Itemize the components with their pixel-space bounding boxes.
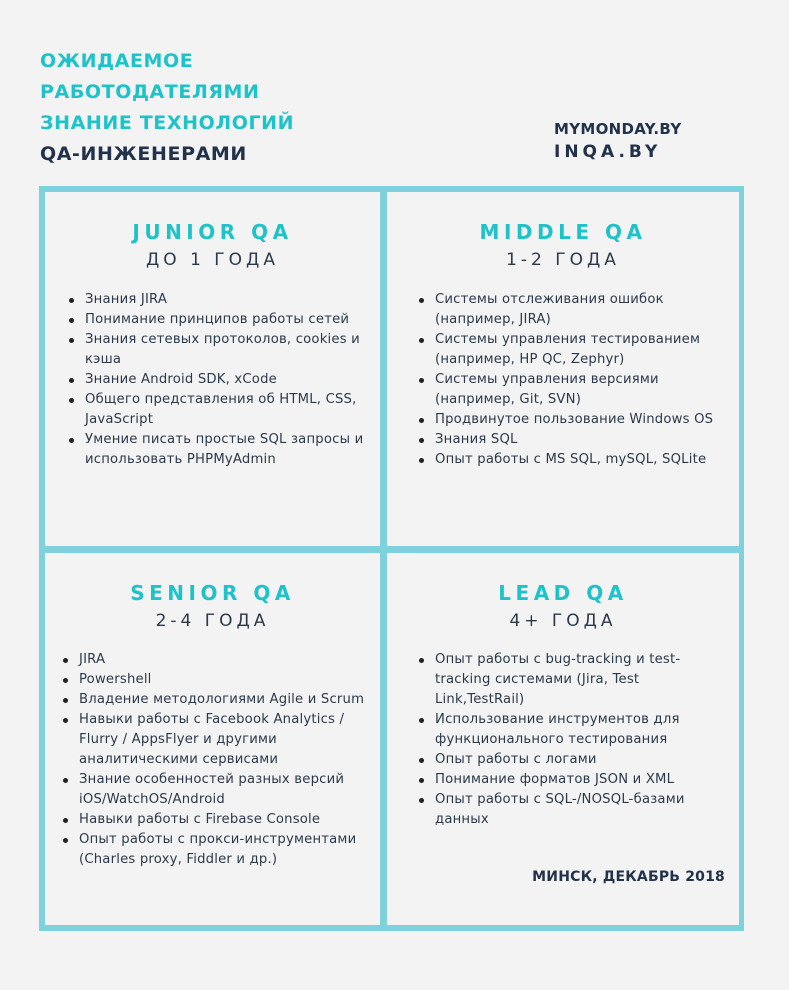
cell-title: SENIOR QA: [130, 581, 295, 605]
list-item: Навыки работы с Facebook Analytics / Flurry / AppsFlyer и другими аналитическими сервисами: [61, 710, 366, 770]
skills-list: [417, 650, 722, 830]
skills-list: [417, 290, 722, 470]
list-item: Системы управления версиями (например, Git, SVN): [417, 370, 722, 410]
list-item: Powershell: [61, 670, 366, 690]
cell-subtitle: 1-2 ГОДА: [506, 250, 620, 270]
brand-block: [554, 118, 682, 164]
title-line: ОЖИДАЕМОЕ: [40, 50, 194, 72]
skills-list: [61, 650, 366, 870]
list-item: Владение методологиями Agile и Scrum: [61, 690, 366, 710]
cell-middle: [387, 192, 739, 546]
list-item: Навыки работы с Firebase Console: [61, 810, 366, 830]
cell-subtitle: 2-4 ГОДА: [155, 611, 270, 631]
footer-location-date: МИНСК, ДЕКАБРЬ 2018: [532, 869, 725, 885]
brand-site-secondary: INQA.BY: [554, 142, 662, 162]
list-item: Знания сетевых протоколов, cookies и кэша: [67, 330, 367, 370]
page-title: [40, 46, 294, 170]
list-item: Опыт работы с SQL-/NOSQL-базами данных: [417, 790, 722, 830]
title-line: ЗНАНИЕ ТЕХНОЛОГИЙ: [40, 112, 295, 134]
title-line: QA-ИНЖЕНЕРАМИ: [40, 143, 247, 165]
list-item: Опыт работы с MS SQL, mySQL, SQLite: [417, 450, 722, 470]
cell-title: LEAD QA: [498, 581, 628, 605]
brand-site: MYMONDAY.BY: [554, 120, 682, 138]
list-item: Использование инструментов для функционального тестирования: [417, 710, 722, 750]
cell-junior: [45, 192, 380, 546]
list-item: Продвинутое пользование Windows OS: [417, 410, 722, 430]
list-item: Опыт работы с bug-tracking и test-tracking системами (Jira, Test Link,TestRail): [417, 650, 722, 710]
cell-title: JUNIOR QA: [132, 220, 293, 244]
list-item: Понимание принципов работы сетей: [67, 310, 367, 330]
levels-grid: [39, 186, 744, 931]
list-item: Знание особенностей разных версий iOS/WatchOS/Android: [61, 770, 366, 810]
list-item: Опыт работы с логами: [417, 750, 722, 770]
list-item: Системы отслеживания ошибок (например, JIRA): [417, 290, 722, 330]
list-item: Общего представления об HTML, CSS, JavaScript: [67, 390, 367, 430]
list-item: JIRA: [61, 650, 366, 670]
title-line: РАБОТОДАТЕЛЯМИ: [40, 81, 260, 103]
list-item: Опыт работы с прокси-инструментами (Charles proxy, Fiddler и др.): [61, 830, 366, 870]
cell-title: MIDDLE QA: [479, 220, 647, 244]
cell-lead: [387, 553, 739, 925]
cell-senior: [45, 553, 380, 925]
list-item: Знания JIRA: [67, 290, 367, 310]
cell-subtitle: 4+ ГОДА: [509, 611, 617, 631]
list-item: Системы управления тестированием (например, HP QC, Zephyr): [417, 330, 722, 370]
list-item: Знания SQL: [417, 430, 722, 450]
cell-subtitle: ДО 1 ГОДА: [146, 250, 279, 270]
list-item: Понимание форматов JSON и XML: [417, 770, 722, 790]
skills-list: [67, 290, 367, 470]
list-item: Знание Android SDK, xCode: [67, 370, 367, 390]
list-item: Умение писать простые SQL запросы и использовать PHPMyAdmin: [67, 430, 367, 470]
